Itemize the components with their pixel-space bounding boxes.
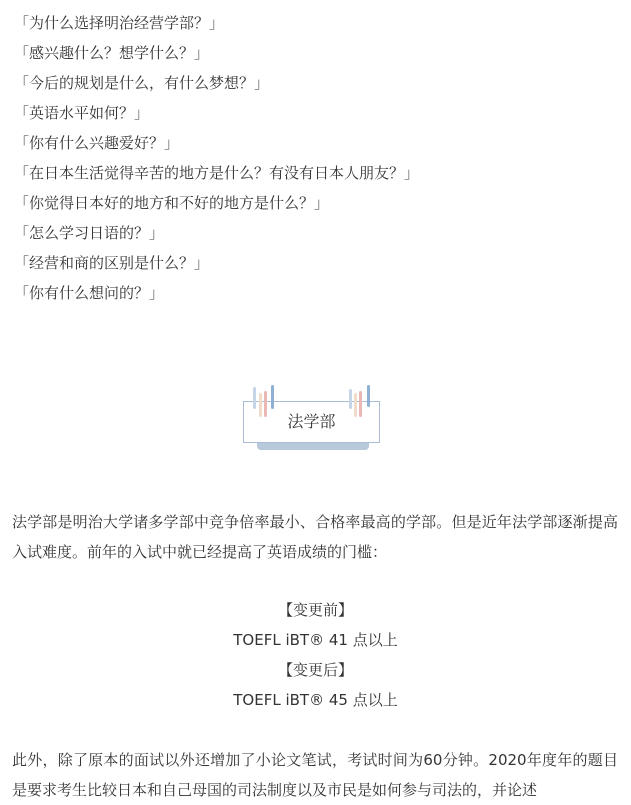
question-item: 「感兴趣什么？想学什么？」 bbox=[14, 44, 210, 62]
question-item: 「你有什么想问的？」 bbox=[14, 284, 165, 302]
section-header bbox=[243, 385, 383, 455]
change-after-value: TOEFL iBT® 45 点以上 bbox=[233, 691, 398, 709]
question-item: 「经营和商的区别是什么？」 bbox=[14, 254, 210, 272]
question-item: 「怎么学习日语的？」 bbox=[14, 224, 165, 242]
change-before-label: 【变更前】 bbox=[277, 601, 353, 619]
question-item: 「你有什么兴趣爱好？」 bbox=[14, 134, 180, 152]
question-item: 「今后的规划是什么，有什么梦想？」 bbox=[14, 74, 270, 92]
change-after-label: 【变更后】 bbox=[277, 661, 353, 679]
interview-question-list bbox=[14, 8, 419, 308]
question-item: 「你觉得日本好的地方和不好的地方是什么？」 bbox=[14, 194, 330, 212]
section-header-shadow bbox=[257, 443, 369, 450]
change-before-value: TOEFL iBT® 41 点以上 bbox=[233, 631, 398, 649]
question-item: 「在日本生活觉得辛苦的地方是什么？有没有日本人朋友？」 bbox=[14, 164, 420, 182]
intro-paragraph: 法学部是明治大学诸多学部中竞争倍率最小、合格率最高的学部。但是近年法学部逐渐提高入试难度。前年的入试中就已经提高了英语成绩的门槛： bbox=[12, 513, 618, 561]
question-item: 「为什么选择明治经营学部？」 bbox=[14, 14, 225, 32]
section-title: 法学部 bbox=[287, 412, 336, 431]
closing-paragraph: 此外，除了原本的面试以外还增加了小论文笔试，考试时间为60分钟。2020年度年的题目是要求考生比较日本和自己母国的司法制度以及市民是如何参与司法的，并论述 bbox=[12, 751, 618, 799]
question-item: 「英语水平如何？」 bbox=[14, 104, 150, 122]
